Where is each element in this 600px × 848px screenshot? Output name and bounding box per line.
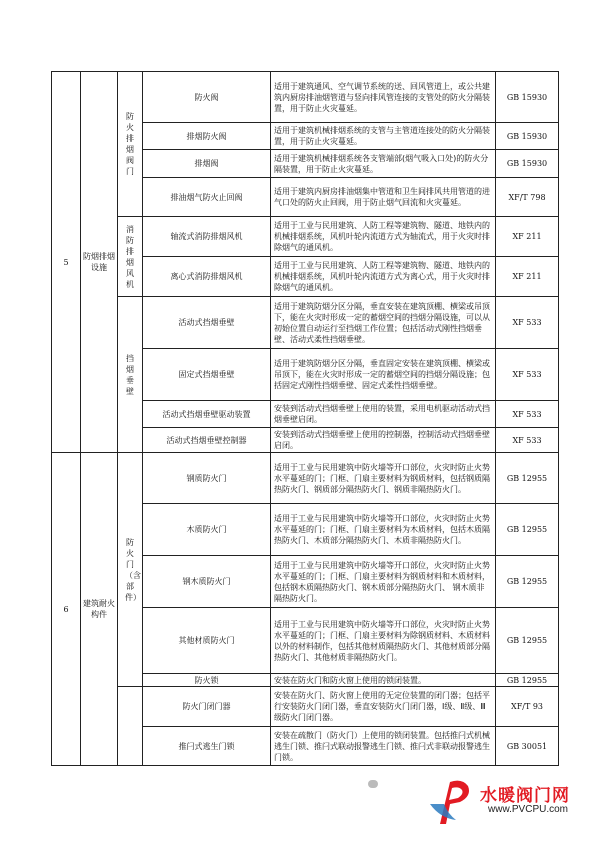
wechat-badge [368,780,381,789]
standard-code: GB 12955 [496,608,559,674]
product-name: 固定式挡烟垂壁 [143,349,271,401]
standard-code: XF 211 [496,257,559,297]
standard-code: XF 533 [496,401,559,428]
wechat-icon [368,780,378,788]
product-description: 适用于工业与民用建筑中防火墙等开口部位，火灾时防止火势水平蔓延的门；门框、门扇主要材料为木质材料，包括木质隔热防火门、木质部分隔热防火门、木质非隔热防火门。 [271,504,496,556]
product-name: 轴流式消防排烟风机 [143,217,271,257]
product-name: 其他材质防火门 [143,608,271,674]
product-description: 适用于工业与民用建筑中防火墙等开口部位，火灾时防止火势水平蔓延的门；门框、门扇主要材料为钢质材料和木质材料，包括钢木质隔热防火门、钢木质部分隔热防火门、 钢木质非隔热防火门。 [271,556,496,608]
standards-table [51,71,559,766]
standard-code: XF 211 [496,217,559,257]
product-description: 安装在防火门和防火窗上使用的锁闭装置。 [271,674,496,687]
product-name: 钢质防火门 [143,453,271,504]
table-row [52,687,559,727]
product-name: 活动式挡烟垂壁控制器 [143,428,271,453]
site-title: 水暖阀门网 [480,786,570,806]
product-name: 推闩式逃生门锁 [143,727,271,766]
subcategory [118,687,143,766]
product-name: 钢木质防火门 [143,556,271,608]
table-row [52,453,559,504]
product-description: 适用于建筑机械排烟系统各支管端部(烟气吸入口处)的防火分隔装置，用于防止火灾蔓延。 [271,150,496,178]
standard-code: GB 12955 [496,453,559,504]
product-name: 排油烟气防火止回阀 [143,178,271,217]
standard-code: GB 12955 [496,556,559,608]
product-description: 安装在疏散门（防火门）上使用的锁闭装置。包括推闩式机械逃生门锁、推闩式联动报警逃生门锁、推闩式非联动报警逃生门锁。 [271,727,496,766]
table-row [52,72,559,123]
standard-code: XF/T 93 [496,687,559,727]
product-description: 适用于工业与民用建筑中防火墙等开口部位，火灾时防止火势水平蔓延的门；门框、门扇主要材料为除钢质材料、木质材料以外的材料制作，包括其他材质隔热防火门、其他材质部分隔热防火门、其他材质非隔热防火门。 [271,608,496,674]
standard-code: GB 15930 [496,72,559,123]
product-name: 木质防火门 [143,504,271,556]
product-name: 防火阀 [143,72,271,123]
product-name: 离心式消防排烟风机 [143,257,271,297]
site-logo-icon [426,774,476,830]
standard-code: XF/T 798 [496,178,559,217]
subcategory: 防火排烟阀门 [118,72,143,217]
standard-code: XF 533 [496,349,559,401]
product-description: 适用于工业与民用建筑、人防工程等建筑物、隧道、地铁内的机械排烟系统，风机叶轮内流道方式为离心式，用于火灾时排除烟气的通风机。 [271,257,496,297]
standard-code: XF 533 [496,428,559,453]
product-name: 活动式挡烟垂壁驱动装置 [143,401,271,428]
standard-code: XF 533 [496,297,559,349]
product-description: 适用于建筑防烟分区分隔，垂直固定安装在建筑顶棚、横梁或吊顶下，能在火灾时形成一定的蓄烟空间的挡烟分隔设施；包括固定式刚性挡烟垂壁、固定式柔性挡烟垂壁。 [271,349,496,401]
subcategory: 防火门（含部件） [118,453,143,687]
standard-code: GB 12955 [496,504,559,556]
product-name: 排烟阀 [143,150,271,178]
product-description: 适用于建筑通风、空气调节系统的送、回风管道上，或公共建筑内厨房排油烟管道与竖向排风管连接的支管处的防火分隔装置，用于防止火灾蔓延。 [271,72,496,123]
product-name: 防火锁 [143,674,271,687]
standard-code: GB 30051 [496,727,559,766]
site-url: www.PVCPU.com [488,804,569,815]
product-name: 排烟防火阀 [143,123,271,150]
product-name: 防火门闭门器 [143,687,271,727]
product-description: 适用于工业与民用建筑中防火墙等开口部位，火灾时防止火势水平蔓延的门；门框、门扇主要材料为钢质材料，包括钢质隔热防火门、钢质部分隔热防火门、钢质非隔热防火门。 [271,453,496,504]
product-description: 安装到活动式挡烟垂壁上使用的控制器，控制活动式挡烟垂壁启闭。 [271,428,496,453]
table-row [52,297,559,349]
product-description: 适用于建筑防烟分区分隔，垂直安装在建筑顶棚、横梁或吊顶下，能在火灾时形成一定的蓄烟空间的挡烟分隔设施，可以从初始位置自动运行至挡烟工作位置；包括活动式刚性挡烟垂壁、活动式柔性挡烟垂壁。 [271,297,496,349]
product-name: 活动式挡烟垂壁 [143,297,271,349]
product-description: 适用于工业与民用建筑、人防工程等建筑物、隧道、地铁内的机械排烟系统，风机叶轮内流道方式为轴流式，用于火灾时排除烟气的通风机。 [271,217,496,257]
product-description: 安装到活动式挡烟垂壁上使用的装置，采用电机驱动活动式挡烟垂壁启闭。 [271,401,496,428]
section-number: 5 [52,72,81,453]
product-description: 安装在防火门、防火窗上使用的无定位装置的闭门器；包括平行安装防火门闭门器，垂直安装防火门闭门器，Ⅰ级、Ⅱ级、Ⅲ级防火门闭门器。 [271,687,496,727]
site-watermark [418,752,600,848]
standard-code: GB 12955 [496,674,559,687]
standard-code: GB 15930 [496,150,559,178]
product-description: 适用于建筑机械排烟系统的支管与主管道连接处的防火分隔装置，用于防止火灾蔓延。 [271,123,496,150]
standard-code: GB 15930 [496,123,559,150]
subcategory: 挡烟垂壁 [118,297,143,453]
section-category: 防烟排烟设施 [81,72,118,453]
section-category: 建筑耐火构件 [81,453,118,766]
subcategory: 消防排烟风机 [118,217,143,297]
product-description: 适用于建筑内厨房排油烟集中管道和卫生间排风共用管道的进气口处的防火止回阀，用于防止烟气回流和火灾蔓延。 [271,178,496,217]
table-row [52,217,559,257]
section-number: 6 [52,453,81,766]
